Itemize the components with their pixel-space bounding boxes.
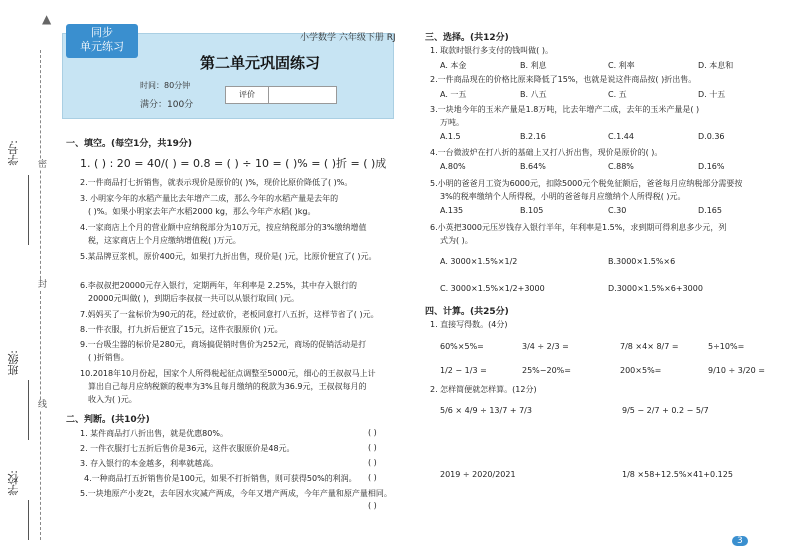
class-line[interactable] [28,380,29,440]
seal-line [40,50,51,540]
answer-paren[interactable]: ( ) [368,458,377,467]
school-line[interactable] [28,500,29,540]
option[interactable]: B.64% [520,162,546,171]
seal-word: 密 [38,160,48,170]
option[interactable]: B. 利息 [520,61,547,70]
question-7: 7.妈妈买了一盆标价为90元的花，经过砍价，老板同意打八五折，这样节省了( )元。 [80,310,379,319]
choice-2: 2.一件商品现在的价格比原来降低了15%，也就是说这件商品按( )折出售。 [430,75,697,84]
option[interactable]: B.105 [520,206,544,215]
choice-4: 4.一台微波炉在打八折的基础上又打八折出售，现价是原价的( )。 [430,148,663,157]
option[interactable]: A.1.5 [440,132,461,141]
section-fill: 一、填空。(每空1分，共19分) [66,139,193,149]
calc-item: 5÷10%= [708,342,745,351]
option[interactable]: C. 3000×1.5%×1/2+3000 [440,284,545,293]
answer-paren[interactable]: ( ) [368,443,377,452]
question-3: 3. 小明家今年的水稻产量比去年增产二成，那么今年的水稻产量是去年的 [80,194,339,203]
student-number-label: 学号: [7,140,20,166]
question-4: 4.一家商店上个月的营业额中应纳税部分为10万元，按应纳税部分的3%缴纳增值 [80,223,367,232]
section-judge: 二、判断。(共10分) [66,415,150,425]
question-1: 1. ( ) : 20 = 40/( ) = 0.8 = ( ) ÷ 10 = ( )% = ( )折 = ( )成 [80,157,387,170]
time-label: 时间：80分钟 [140,81,191,90]
option[interactable]: B. 八五 [520,90,547,99]
answer-paren[interactable]: ( ) [368,428,377,437]
calc-item: 1/8 ×58+12.5%×41+0.125 [622,470,733,479]
option[interactable]: C.1.44 [608,132,634,141]
judge-4: 4.一种商品打五折销售价是100元，如果不打折销售，则可获得50%的利润。 [84,474,357,483]
question-10-cont: 收入为( )元。 [88,395,137,404]
option[interactable]: C.30 [608,206,627,215]
unit-tag [66,24,138,58]
evaluation-label: 评价 [226,87,269,103]
question-4-cont: 税，这家商店上个月应缴纳增值税( )万元。 [88,236,241,245]
question-10: 10.2018年10月份起，国家个人所得税起征点调整至5000元，细心的王叔叔马上计 [80,369,376,378]
section-calc: 四、计算。(共25分) [425,307,509,317]
question-6-cont: 20000元叫做( )，到期后李叔叔一共可以从银行取回( )元。 [88,294,300,303]
calc-2: 2. 怎样简便就怎样算。(12分) [430,385,537,394]
calc-item: 60%×5%= [440,342,484,351]
choice-6: 6.小英把3000元压岁钱存入银行半年，年利率是1.5%，求到期可得利息多少元，列 [430,223,727,232]
option[interactable]: C. 利率 [608,61,635,70]
option[interactable]: D.3000×1.5%×6+3000 [608,284,703,293]
answer-paren[interactable]: ( ) [368,473,377,482]
option[interactable]: D.165 [698,206,722,215]
tag-line: 同步 [91,26,113,39]
option[interactable]: C. 五 [608,90,627,99]
school-label: 学校: [7,470,20,496]
page-title: 第二单元巩固练习 [199,54,320,72]
choice-5-cont: 3%的税率缴纳个人所得税，小明的爸爸每月应缴纳个人所得税( )元。 [440,192,686,201]
choice-3-cont: 万吨。 [440,118,464,127]
calc-item: 2019 ÷ 2020/2021 [440,470,516,479]
choice-3: 3.一块地今年的玉米产量是1.8万吨，比去年增产二成，去年的玉米产量是( ) [430,105,700,114]
calc-item: 25%−20%= [522,366,571,375]
question-9-cont: ( )折销售。 [88,353,129,362]
calc-1: 1. 直接写得数。(4分) [430,320,508,329]
option[interactable]: A.135 [440,206,464,215]
option[interactable]: B.3000×1.5%×6 [608,257,676,266]
choice-1: 1. 取款时银行多支付的钱叫做( )。 [430,46,553,55]
page-number: 3 [732,536,748,546]
option[interactable]: B.2.16 [520,132,546,141]
calc-item: 5/6 × 4/9 ÷ 13/7 + 7/3 [440,406,532,415]
option[interactable]: D. 本息和 [698,61,734,70]
question-9: 9.一台吸尘器的标价是280元，商场搞促销时售价为252元，商场的促销活动是打 [80,340,367,349]
question-2: 2.一件商品打七折销售，就表示现价是原价的( )%，现价比原价降低了( )%。 [80,178,353,187]
question-3-cont: ( )%。如果小明家去年产水稻2000 kg，那么今年产水稻( )kg。 [88,207,316,216]
evaluation-box[interactable] [225,86,337,104]
calc-item: 9/5 − 2/7 + 0.2 − 5/7 [622,406,709,415]
calc-item: 7/8 ×4× 8/7 = [620,342,679,351]
tag-line: 单元练习 [80,40,124,53]
rocket-icon: ▲ [42,12,52,26]
answer-paren[interactable]: ( ) [368,501,377,510]
judge-2: 2. 一件衣服打七五折后售价是36元，这件衣服原价是48元。 [80,444,295,453]
score-label: 满分：100分 [140,100,194,110]
question-8: 8.一件衣服，打九折后便宜了15元，这件衣服原价( )元。 [80,325,283,334]
option[interactable]: C.88% [608,162,634,171]
calc-item: 3/4 ÷ 2/3 = [522,342,569,351]
judge-3: 3. 存入银行的本金越多，利率就越高。 [80,459,219,468]
option[interactable]: A. 3000×1.5%×1/2 [440,257,518,266]
option[interactable]: A. 一五 [440,90,467,99]
judge-5: 5.一块地原产小麦2t，去年因水灾减产两成，今年又增产两成，今年产量和原产量相同。 [80,489,392,498]
binding-strip [0,0,60,550]
option[interactable]: D. 十五 [698,90,726,99]
option[interactable]: A.80% [440,162,466,171]
question-10-cont: 算出自己每月应纳税额的税率为3%且每月缴纳的税款为36.9元，王叔叔每月的 [88,382,367,391]
seal-word: 线 [38,400,48,410]
choice-5: 5.小明的爸爸月工资为6000元，扣除5000元个税免征额后，爸爸每月应纳税部分需要按 [430,179,743,188]
question-5: 5.某品牌豆浆机，原价400元，如果打九折出售，现价是( )元，比原价便宜了( )元。 [80,252,377,261]
question-6: 6.李叔叔把20000元存入银行，定期两年，年利率是 2.25%，其中存入银行的 [80,281,358,290]
option[interactable]: D.0.36 [698,132,725,141]
student-number-line[interactable] [28,175,29,245]
calc-item: 9/10 ÷ 3/20 = [708,366,765,375]
calc-item: 1/2 − 1/3 = [440,366,487,375]
judge-1: 1. 某件商品打八折出售，就是优惠80%。 [80,429,228,438]
subject-label: 小学数学 六年级下册 RJ [300,33,396,43]
calc-item: 200×5%= [620,366,662,375]
option[interactable]: D.16% [698,162,725,171]
choice-6-cont: 式为( )。 [440,236,473,245]
section-choice: 三、选择。(共12分) [425,33,509,43]
option[interactable]: A. 本金 [440,61,467,70]
seal-word: 封 [38,280,48,290]
class-label: 班级: [7,350,20,376]
